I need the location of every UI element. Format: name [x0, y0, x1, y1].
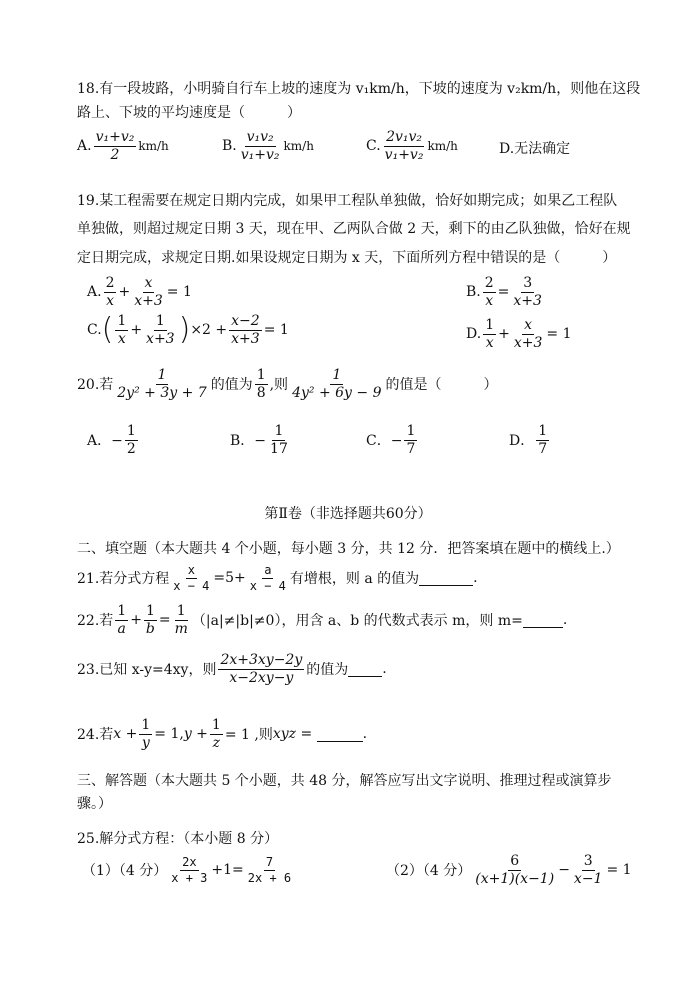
fraction-denominator: x+3 [231, 330, 260, 347]
fraction-denominator: (x+1)(x−1) [475, 870, 555, 887]
q23 [77, 653, 387, 685]
fraction-denominator: x − 4 [249, 578, 286, 593]
fraction-numerator: 1 [538, 423, 548, 439]
fraction-denominator: v₁+v₂ [384, 146, 424, 163]
fraction-denominator: m [174, 620, 188, 637]
fraction-denominator: x [117, 330, 126, 347]
q20-option-b[interactable] [230, 424, 292, 456]
fraction-numerator: 3 [523, 275, 533, 291]
fraction-numerator: 1 [117, 603, 127, 619]
q18-option-b[interactable] [222, 130, 314, 162]
equals: = [296, 726, 317, 743]
section-title: 第Ⅱ卷（非选择题共60分） [264, 506, 432, 522]
fraction-numerator: 1 [256, 367, 266, 383]
operator: − [558, 862, 570, 879]
q22-suffix: （|a|≠|b|≠0），用含 a、b 的代数式表示 m，则 m= [191, 613, 523, 630]
fraction-denominator: x [106, 292, 114, 309]
fraction-denominator: x [485, 292, 494, 309]
q20-prefix: 20.若 [77, 377, 114, 394]
part3-line1: 三、解答题（本大题共 5 个小题，共 48 分，解答应写出文字说明、推理过程或演算步 [77, 773, 612, 789]
answer-blank[interactable] [523, 613, 563, 628]
q24-mid2: = 1 ,则 [224, 727, 273, 744]
q20-option-a[interactable] [87, 424, 140, 456]
fraction-numerator: 2v₁v₂ [386, 129, 423, 145]
period: . [562, 612, 568, 629]
operator: + [118, 284, 131, 301]
q22 [77, 604, 567, 636]
period: . [382, 661, 387, 678]
fraction-numerator: 1 [141, 717, 151, 733]
q24-prefix: 24.若 [77, 727, 114, 744]
q24-x: x + [113, 726, 138, 743]
left-paren: ( [101, 312, 114, 348]
fraction-numerator: 2 [484, 275, 494, 291]
q21-prefix: 21.若分式方程 [77, 571, 170, 588]
q20-mid2: ,则 [269, 377, 289, 394]
q24-xyz: xyz [272, 726, 297, 743]
fraction-denominator: a [117, 620, 126, 637]
fraction-denominator: y [141, 734, 150, 751]
fraction-numerator: 1 [211, 717, 221, 733]
operator: + [130, 322, 143, 339]
fraction-denominator: b [145, 620, 155, 637]
fraction-denominator: 7 [538, 440, 548, 457]
fraction-numerator: v₁+v₂ [95, 129, 135, 145]
q19-line3: 定日期完成，求规定日期.如果设规定日期为 x 天，下面所列方程中错误的是（ ） [77, 250, 617, 266]
fraction-numerator: 1 [406, 423, 416, 439]
fraction-numerator: 1 [157, 367, 167, 383]
fraction-denominator: x − 4 [173, 578, 210, 593]
q20-option-c[interactable] [366, 424, 419, 456]
part-label: （1）（4 分） [82, 863, 168, 880]
fraction-denominator: v₁+v₂ [240, 146, 280, 163]
fraction-numerator: a [264, 563, 272, 577]
q21 [77, 564, 478, 592]
q22-prefix: 22.若 [77, 613, 114, 630]
fraction-numerator: 1 [274, 423, 284, 439]
fraction-numerator: 1 [332, 367, 342, 383]
fraction-denominator: 2 [126, 440, 136, 457]
q18-line1: 18.有一段坡路，小明骑自行车上坡的速度为 v₁km/h，下坡的速度为 v₂km/h，则他在这段 [77, 81, 641, 97]
fraction-denominator: x+3 [513, 292, 542, 309]
fraction-denominator: 8 [256, 384, 266, 401]
option-label: A. [77, 138, 92, 155]
fraction-numerator: x−2 [231, 313, 260, 329]
q24-mid: = 1, [154, 726, 184, 743]
fraction-denominator: x−1 [573, 870, 603, 887]
q20-suffix: 的值是（ ） [385, 377, 498, 394]
fraction-numerator: 1 [145, 603, 155, 619]
part3-line2: 骤。） [77, 796, 112, 812]
option-label: D. [466, 326, 482, 343]
q18-option-d[interactable]: D.无法确定 [499, 141, 571, 157]
option-label: B. [222, 138, 237, 155]
q19-line1: 19.某工程需要在规定日期内完成，如果甲工程队单独做，恰好如期完成；如果乙工程队 [77, 193, 618, 209]
fraction-denominator: z [212, 734, 221, 751]
q18-line2: 路上、下坡的平均速度是（ ） [77, 105, 301, 121]
equals: = 1 [263, 322, 289, 339]
fraction-denominator: 17 [270, 440, 288, 457]
q21-mid: =5+ [213, 570, 246, 587]
q25-title: 25.解分式方程：（本小题 8 分） [77, 831, 279, 847]
fraction-numerator: v₁v₂ [246, 129, 274, 145]
option-label: A. [87, 284, 102, 301]
q19-line2: 单独做，则超过规定日期 3 天，现在甲、乙两队合做 2 天，剩下的由乙队独做，恰好在规 [77, 221, 631, 237]
unit: km/h [283, 139, 314, 154]
equals: = 1 [546, 326, 572, 343]
fraction-numerator: 1 [155, 313, 165, 329]
period: . [362, 726, 368, 743]
option-label: C. [87, 322, 102, 339]
fraction-denominator: 2y² + 3y + 7 [117, 384, 207, 401]
fraction-numerator: 1 [176, 603, 186, 619]
fraction-numerator: 1 [117, 313, 127, 329]
q23-prefix: 23.已知 x-y=4xy，则 [77, 662, 217, 679]
q18-option-c[interactable] [366, 130, 458, 162]
q18-option-a[interactable] [77, 130, 169, 162]
operator: + [498, 326, 510, 343]
fraction-numerator: x [144, 275, 153, 291]
q19-option-c[interactable] [87, 314, 289, 346]
fraction-denominator: x [485, 334, 494, 351]
fraction-numerator: 7 [265, 855, 274, 869]
right-paren: ) [178, 312, 191, 348]
equals: = 1 [166, 284, 192, 301]
fraction-numerator: x [187, 563, 195, 577]
q19-option-d[interactable] [466, 318, 571, 350]
equals: = 1 [606, 862, 632, 879]
unit: km/h [138, 139, 169, 154]
fraction-denominator: x+3 [146, 330, 175, 347]
fraction-numerator: 2 [105, 275, 115, 291]
q24-y: y + [183, 726, 208, 743]
q20-mid: 的值为 [210, 377, 253, 394]
fraction-numerator: 6 [510, 853, 520, 869]
part-label: （2）（4 分） [386, 863, 472, 880]
fraction-denominator: x−2xy−y [229, 669, 294, 686]
option-label: A．− [87, 433, 123, 450]
unit: km/h [427, 139, 458, 154]
operator: + [130, 612, 142, 629]
q21-suffix: 有增根，则 a 的值为 [289, 571, 420, 588]
answer-blank[interactable] [419, 571, 473, 586]
option-label: C．− [366, 433, 403, 450]
q20-stem [77, 368, 497, 400]
q25-part2 [386, 854, 632, 886]
answer-blank[interactable] [317, 727, 363, 742]
q25-part1 [82, 856, 295, 884]
q20-option-d[interactable] [509, 424, 551, 456]
fraction-numerator: 3 [583, 853, 593, 869]
operator: ×2 + [190, 322, 228, 339]
period: . [473, 570, 478, 587]
option-label: B. [466, 284, 481, 301]
q23-suffix: 的值为 [306, 662, 349, 679]
q19-option-b[interactable] [466, 276, 546, 308]
fraction-numerator: 2x+3xy−2y [220, 652, 303, 668]
equals: = [497, 284, 510, 301]
fraction-denominator: 2 [110, 146, 120, 163]
option-label: C. [366, 138, 381, 155]
part2-heading: 二、填空题（本大题共 4 个小题，每小题 3 分，共 12 分．把答案填在题中的横线上.） [77, 541, 620, 557]
option-label: B．− [230, 433, 267, 450]
fraction-denominator: x+3 [134, 292, 163, 309]
fraction-numerator: 2x [182, 855, 197, 869]
fraction-denominator: 2x + 6 [247, 870, 292, 885]
fraction-numerator: x [524, 317, 533, 333]
q24 [77, 718, 367, 750]
fraction-denominator: x+3 [513, 334, 543, 351]
fraction-numerator: 1 [126, 423, 136, 439]
equals: = [158, 612, 171, 629]
q19-option-a[interactable] [87, 276, 192, 308]
fraction-denominator: 7 [406, 440, 416, 457]
fraction-denominator: x + 3 [171, 870, 208, 885]
answer-blank[interactable] [348, 662, 382, 677]
q25-mid: +1= [211, 862, 244, 879]
fraction-denominator: 4y² + 6y − 9 [292, 384, 382, 401]
option-label: D． [509, 433, 535, 450]
fraction-numerator: 1 [485, 317, 495, 333]
